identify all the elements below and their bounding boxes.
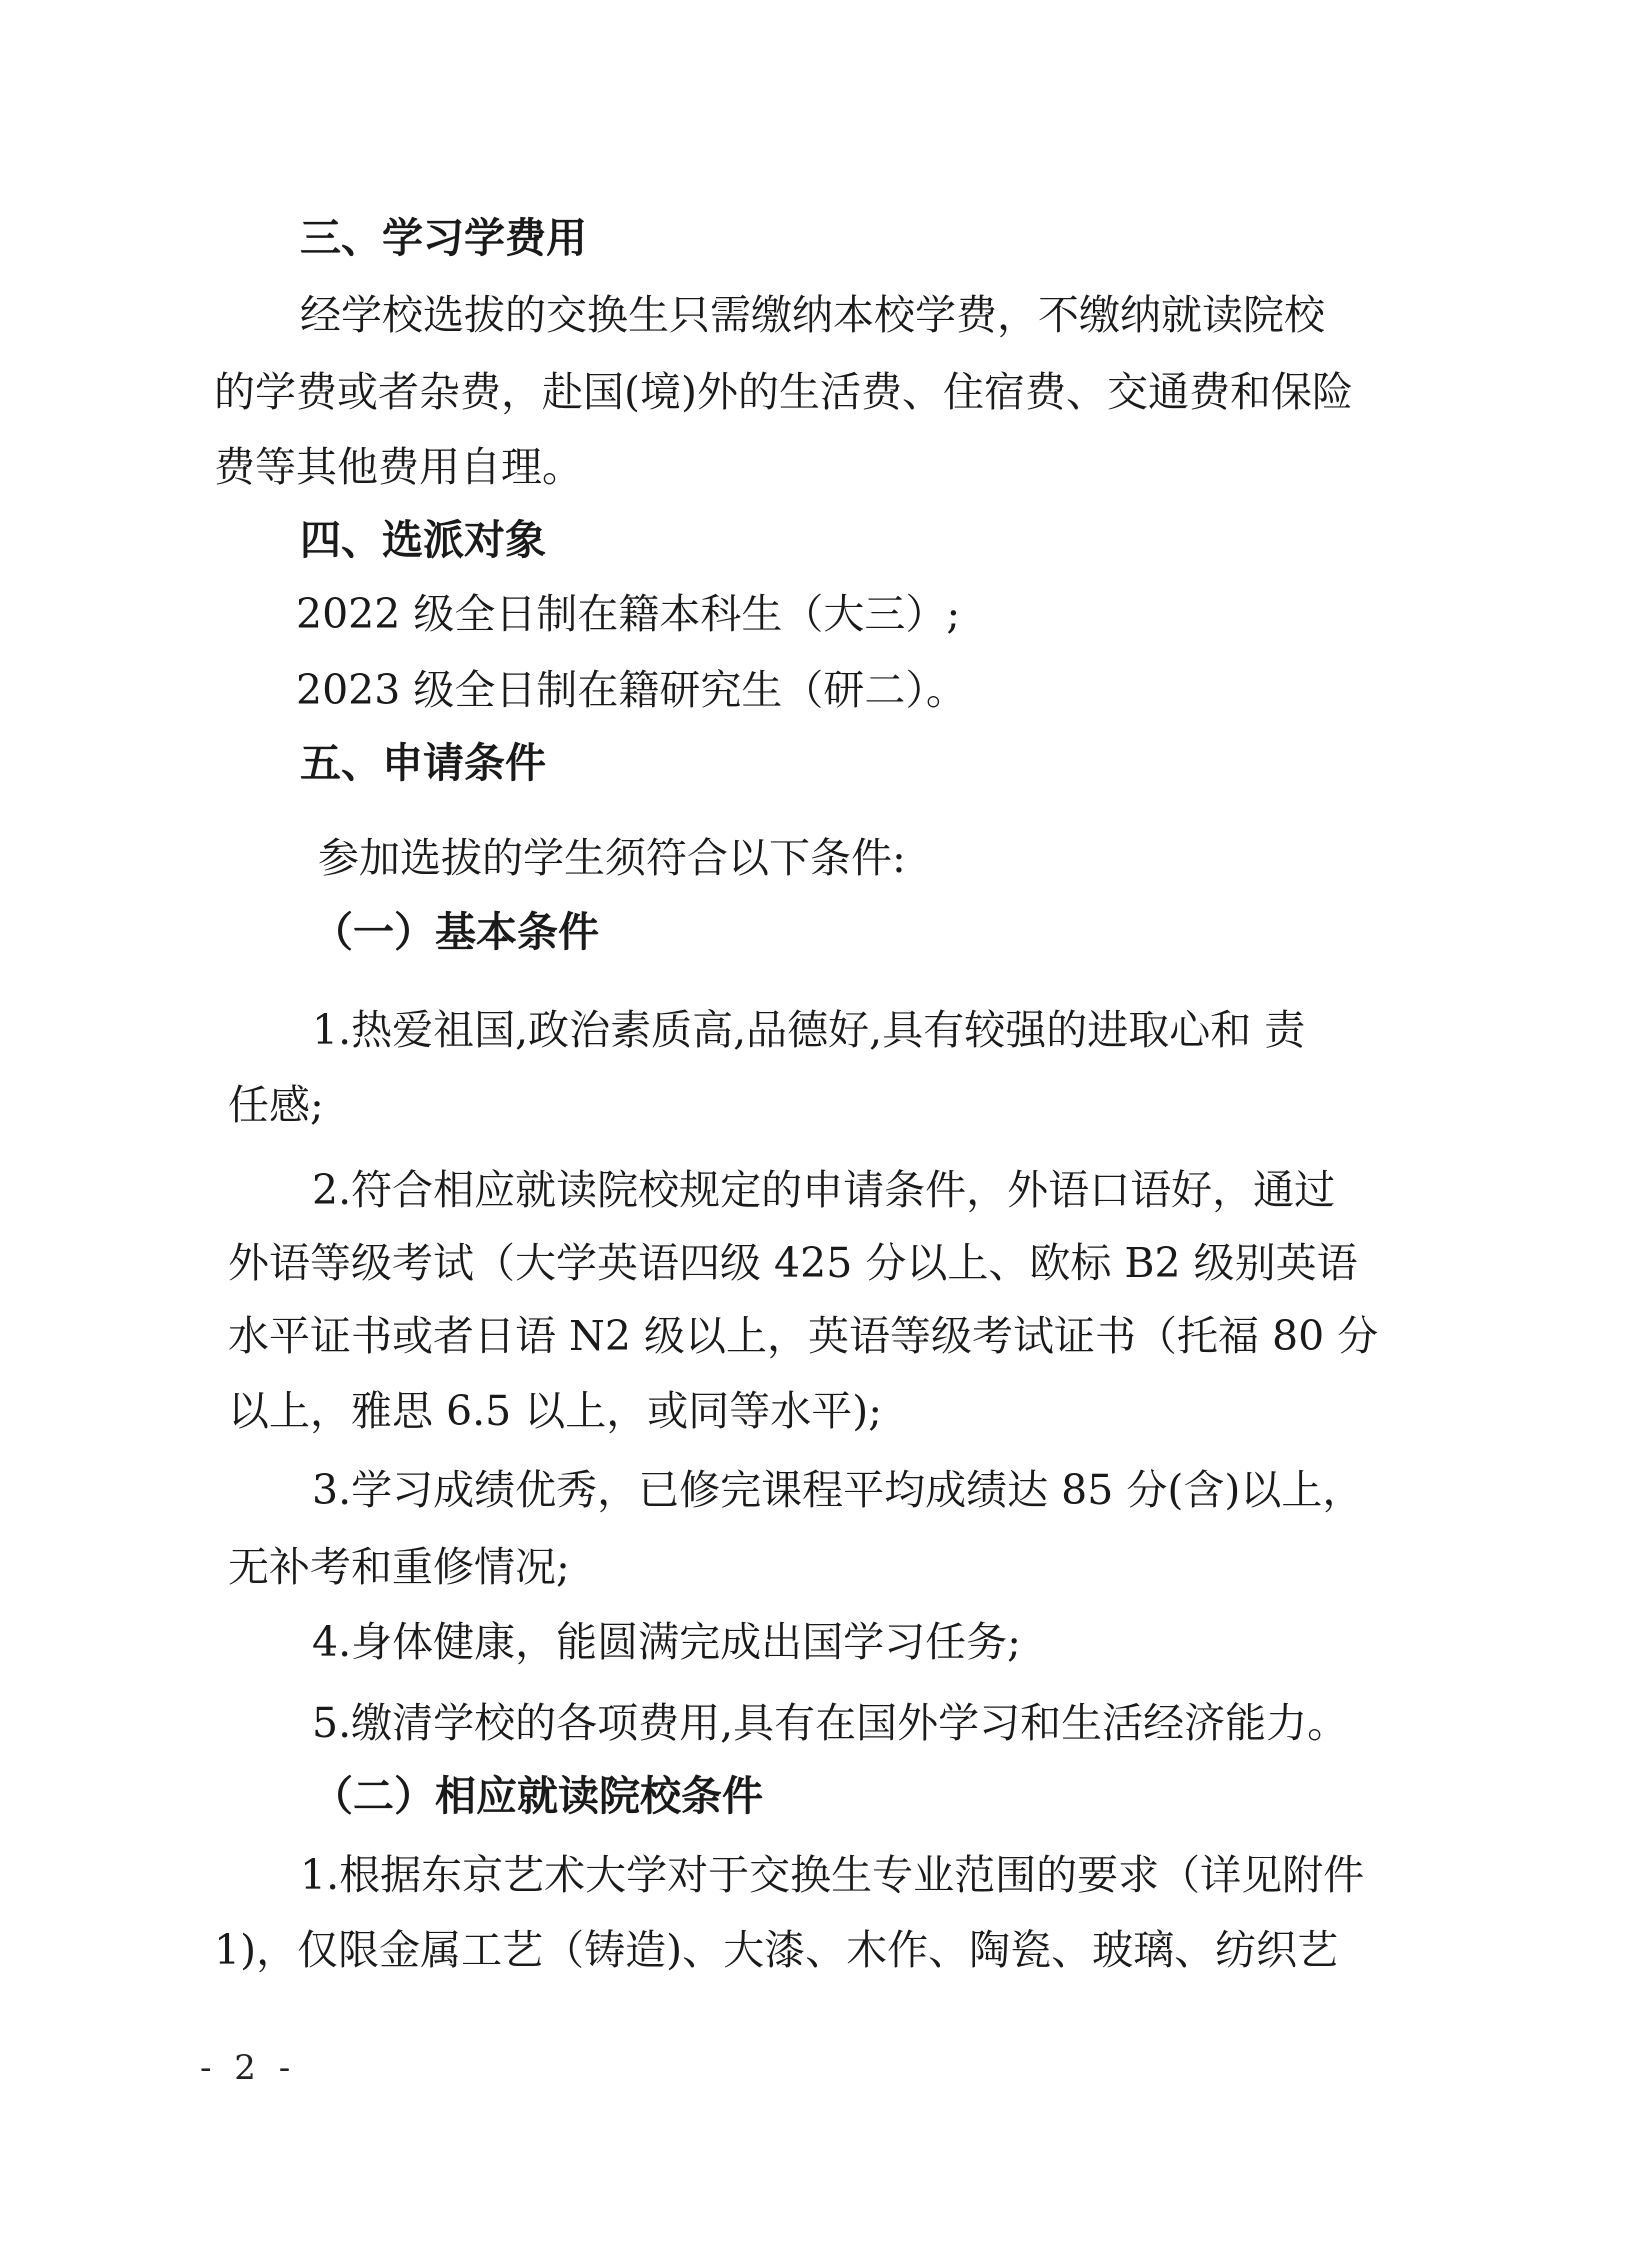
fees-line-1: 经学校选拔的交换生只需缴纳本校学费，不缴纳就读院校 <box>300 291 1325 339</box>
basic-line-8: 无补考和重修情况; <box>228 1543 570 1591</box>
fees-line-2: 的学费或者杂费，赴国(境)外的生活费、住宿费、交通费和保险 <box>214 368 1353 416</box>
basic-line-2: 任感; <box>228 1081 324 1129</box>
basic-line-3: 2.符合相应就读院校规定的申请条件，外语口语好，通过 <box>312 1166 1336 1214</box>
fees-line-3: 费等其他费用自理。 <box>214 443 583 491</box>
basic-line-9: 4.身体健康，能圆满完成出国学习任务; <box>312 1618 1021 1666</box>
subsection-heading-basic: （一）基本条件 <box>312 908 599 956</box>
basic-line-10: 5.缴清学校的各项费用,具有在国外学习和生活经济能力。 <box>312 1699 1349 1747</box>
basic-line-7: 3.学习成绩优秀，已修完课程平均成绩达 85 分(含)以上， <box>312 1466 1364 1514</box>
school-line-1: 1.根据东京艺术大学对于交换生专业范围的要求（详见附件 <box>300 1851 1365 1899</box>
basic-line-4: 外语等级考试（大学英语四级 425 分以上、欧标 B2 级别英语 <box>228 1239 1358 1287</box>
section-heading-conditions: 五、申请条件 <box>300 739 546 787</box>
section-heading-targets: 四、选派对象 <box>300 516 546 564</box>
basic-line-6: 以上，雅思 6.5 以上，或同等水平); <box>228 1387 883 1435</box>
school-line-2: 1)，仅限金属工艺（铸造)、大漆、木作、陶瓷、玻璃、纺织艺 <box>214 1926 1339 1974</box>
conditions-intro: 参加选拔的学生须符合以下条件: <box>318 834 906 882</box>
subsection-heading-school: （二）相应就读院校条件 <box>312 1772 763 1820</box>
page-number: - 2 - <box>200 2048 297 2088</box>
targets-line-1: 2022 级全日制在籍本科生（大三）; <box>296 590 961 638</box>
section-heading-fees: 三、学习学费用 <box>300 214 587 262</box>
targets-line-2: 2023 级全日制在籍研究生（研二）。 <box>296 666 967 714</box>
basic-line-5: 水平证书或者日语 N2 级以上，英语等级考试证书（托福 80 分 <box>228 1312 1379 1360</box>
basic-line-1: 1.热爱祖国,政治素质高,品德好,具有较强的进取心和 责 <box>312 1006 1306 1054</box>
